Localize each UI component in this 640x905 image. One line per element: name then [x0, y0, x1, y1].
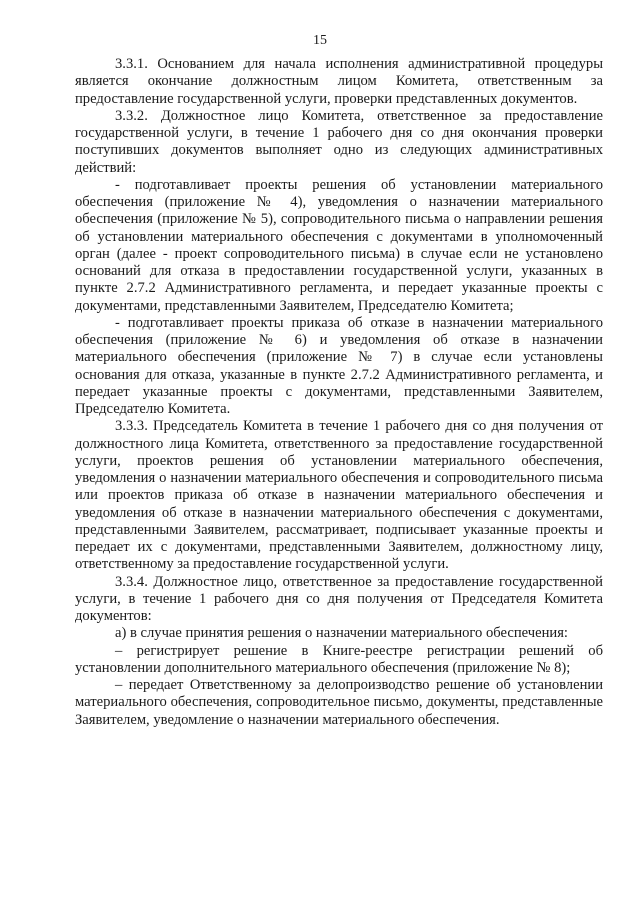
list-item-prepare-refusal-drafts: - подготавливает проекты приказа об отказе в назначении материального обеспечения (приложение № 6) и уведомления об отказе в назначении материального обеспечения (приложение № 7) в случае если установлены основания для отказа, указанные в пункте 2.7.2 Административного регламента, и передает указанные проекты с документами, представленными Заявителем, Председателю Комитета. [75, 314, 603, 417]
paragraph-3-3-2: 3.3.2. Должностное лицо Комитета, ответственное за предоставление государственной услуги, в течение 1 рабочего дня со дня окончания проверки поступивших документов выполняет одно из следующих административных действий: [75, 107, 603, 176]
page-number: 15 [313, 33, 327, 48]
list-item-transfer-documents: – передает Ответственному за делопроизводство решение об установлении материального обеспечения, сопроводительное письмо, документы, представленные Заявителем, уведомление о назначении материального обеспечения. [75, 677, 603, 728]
document-body [75, 56, 603, 729]
list-item-prepare-decision-drafts: - подготавливает проекты решения об установлении материального обеспечения (приложение № 4), уведомления о назначении материального обеспечения (приложение № 5), сопроводительного письма о направлении решения об установлении материального обеспечения с документами в уполномоченный орган (далее - проект сопроводительного письма) в случае если не установлено оснований для отказа в предоставлении государственной услуги, указанных в пункте 2.7.2 Административного регламента, и передает указанные проекты с документами, представленными Заявителем, Председателю Комитета; [75, 176, 603, 314]
paragraph-3-3-1: 3.3.1. Основанием для начала исполнения административной процедуры является окончание должностным лицом Комитета, ответственным за предоставление государственной услуги, проверки представленных документов. [75, 56, 603, 107]
subitem-a: а) в случае принятия решения о назначении материального обеспечения: [115, 625, 568, 642]
list-item-register-decision: – регистрирует решение в Книге-реестре регистрации решений об установлении дополнительного материального обеспечения (приложение № 8); [75, 642, 603, 676]
paragraph-3-3-3: 3.3.3. Председатель Комитета в течение 1 рабочего дня со дня получения от должностного лица Комитета, ответственного за предоставление государственной услуги, проектов решения об установлении материального обеспечения, уведомления о назначении материального обеспечения и сопроводительного письма или проектов приказа об отказе в назначении материального обеспечения и уведомления об отказе в назначении материального обеспечения с документами, представленными Заявителем, рассматривает, подписывает указанные проекты и передает их с документами, представленными Заявителем, должностному лицу, ответственному за предоставление государственной услуги. [75, 418, 603, 573]
paragraph-3-3-4: 3.3.4. Должностное лицо, ответственное за предоставление государственной услуги, в течение 1 рабочего дня со дня получения от Председателя Комитета документов: [75, 573, 603, 624]
